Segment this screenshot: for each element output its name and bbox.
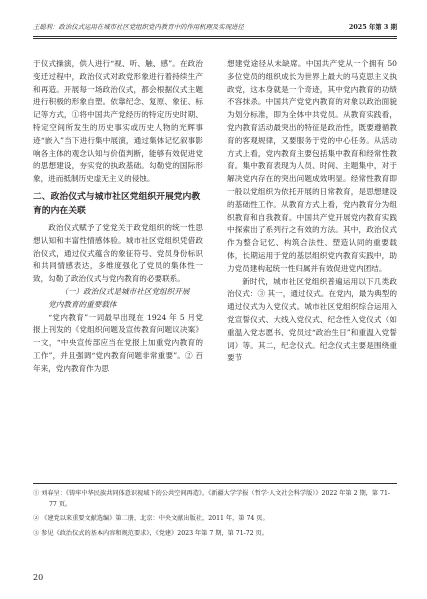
paragraph: 于仪式操演，供人进行“视、听、触、感”。在政治变迁过程中，政治仪式对政党形象进行着持续生产和再造。开展每一场政治仪式，都会根据仪式主题进行积极的形象自塑。依靠纪念、复原、象征、标记等方式，①将中国共产党经历的特定历史时期、特定空间所发生的历史事实或历史人物的光辉事迹“嵌入”当下进行集中展演，通过集体记忆叙事影响各主体的观念认知与价值判断，能够有效促进党的思想建设，夯实党的执政基础。勾勒党的国际形象，进而抵制历史虚无主义的侵蚀。 bbox=[33, 59, 203, 184]
page-number: 20 bbox=[33, 573, 44, 582]
running-title: 王聪利：政治仪式运用在城市社区党组织党内教育中的作用机理及实现进径 bbox=[33, 23, 244, 31]
footnote-rule bbox=[33, 483, 397, 484]
header-rule bbox=[33, 36, 397, 37]
left-column bbox=[33, 58, 203, 376]
issue-label: 2025 年第 3 期 bbox=[348, 23, 397, 31]
right-column bbox=[227, 58, 397, 365]
footnote: ① 刘春呈：《铸牢中华民族共同体意识视域下的公共空间再造》，《新疆大学学报（哲学·人文社会科学版）》2022 年第 2 期，第 71-77 页。 bbox=[33, 490, 390, 508]
paragraph: 新时代，城市社区党组织普遍运用以下几类政治仪式：③ 其一，通过仪式。在党内，最为典型的通过仪式为入党仪式。城市社区党组织综合运用入党宣誓仪式、大线入党仪式、纪念性入党仪式（如重温入党志愿书、党员过“政治生日”和重温入党誓词）等。其二，纪念仪式。纪念仪式主要是围绕重要节 bbox=[227, 276, 397, 363]
header-rule-thin bbox=[33, 38, 397, 39]
footnotes bbox=[33, 489, 397, 543]
running-header bbox=[33, 22, 397, 34]
footnote: ③ 参见《政治仪式的基本内容和规范要求》，《党建》2023 年第 7 期，第 71-72 页。 bbox=[33, 529, 268, 537]
footnote: ② 《建党以来重要文献选编》第二册，北京：中央文献出版社，2011 年，第 74 页。 bbox=[33, 515, 269, 522]
subsection-heading-line2: 党内教育的重要载体 bbox=[48, 299, 117, 309]
paragraph: 想建党途径从未缺席。中国共产党从一个拥有 50 多位党员的组织成长为世界上最大的马克思主义执政党，这本身就是一个奇迹，其中党内教育的功绩不容抹杀。中国共产党党内教育的对象以政治面貌为划分标准，即为全体中共党员。从教育实践看，党内教育活动最突出的特征是政治性，既要遵循教育的客观规律，又要服务于党的中心任务。从活动方式上看，党内教育主要包括集中教育和经常性教育。集中教育表现为人员、时间、主题集中，对于解决党内存在的突出问题成效明显。经常性教育即一般以党组织为依托开展的日常教育，是思想建设的基础性工作。从教育方式上看，党内教育分为组织教育和自我教育。中国共产党开展党内教育实践中探索出了系列行之有效的方法。其中，政治仪式作为整合记忆、构筑合法性、塑造认同的重要载体，长期运用于党的基层组织党内教育实践中，助力党员建构起统一性归属并有效促进党内团结。 bbox=[227, 59, 397, 273]
subsection-heading-line1: （一）政治仪式是城市社区党组织开展 bbox=[60, 286, 190, 296]
paragraph: “党内教育”一词最早出现在 1924 年 5 月党报上刊发的《党组织问题及宣传教育问题议决案》一文，“中央宣传部应当在党报上加重党内教育的工作”，并且强调“党内教育问题非常重要”。② 百年来，党内教育作为思 bbox=[33, 312, 203, 373]
section-heading: 二、政治仪式与城市社区党组织开展党内教育的内在关联 bbox=[33, 191, 201, 216]
paragraph: 政治仪式赋予了党党关于政党组织的统一性思想认知和丰富性情感体验。城市社区党组织凭借政治仪式，通过仪式蕴含的象征符号、党员身份标识和共同情感表达，多维度强化了党员的集体性一致，勾勒了政治仪式与党内教育的必要联系。 bbox=[33, 222, 203, 284]
